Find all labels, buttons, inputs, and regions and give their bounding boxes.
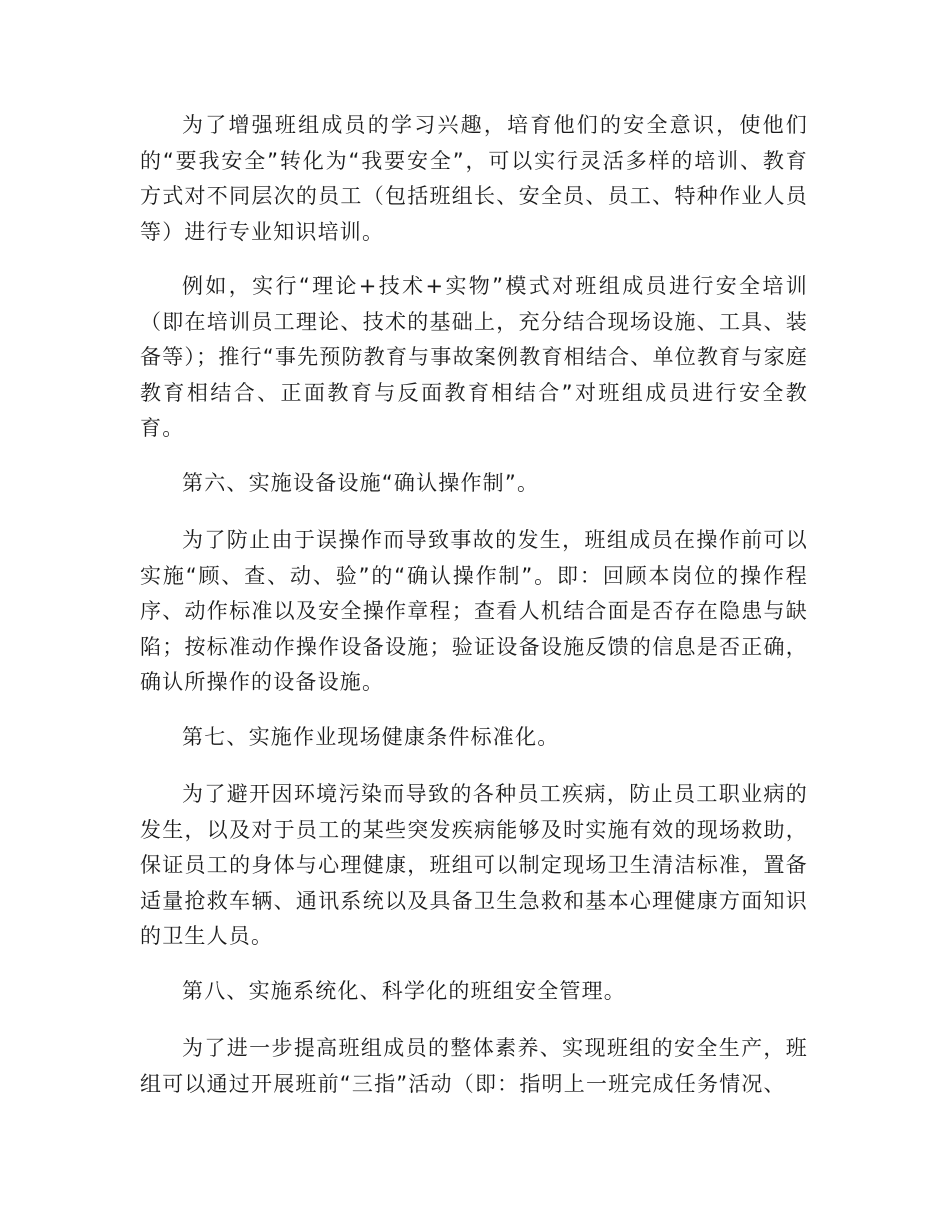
paragraph-systematic-management: 为了进一步提高班组成员的整体素养、实现班组的安全生产，班组可以通过开展班前“三指”活动（即：指明上一班完成任务情况、 xyxy=(140,1036,808,1096)
document-body xyxy=(140,108,808,1121)
section-heading-7: 第七、实施作业现场健康条件标准化。 xyxy=(182,724,560,749)
section-heading-8: 第八、实施系统化、科学化的班组安全管理。 xyxy=(182,978,626,1003)
paragraph-confirm-operation: 为了防止由于误操作而导致事故的发生，班组成员在操作前可以实施“顾、查、动、验”的“确认操作制”。即：回顾本岗位的操作程序、动作标准以及安全操作章程；查看人机结合面是否存在隐患与缺陷；按标准动作操作设备设施；验证设备设施反馈的信息是否正确，确认所操作的设备设施。 xyxy=(140,528,808,694)
section-heading-6: 第六、实施设备设施“确认操作制”。 xyxy=(182,470,540,495)
paragraph-training-example: 例如，实行“理论+技术+实物”模式对班组成员进行安全培训（即在培训员工理论、技术的基础上，充分结合现场设施、工具、装备等）；推行“事先预防教育与事故案例教育相结合、单位教育与家庭教育相结合、正面教育与反面教育相结合”对班组成员进行安全教育。 xyxy=(140,274,808,440)
paragraph-health-standard: 为了避开因环境污染而导致的各种员工疾病，防止员工职业病的发生，以及对于员工的某些突发疾病能够及时实施有效的现场救助，保证员工的身体与心理健康，班组可以制定现场卫生清洁标准，置备适量抢救车辆、通讯系统以及具备卫生急救和基本心理健康方面知识的卫生人员。 xyxy=(140,782,808,948)
paragraph-training-intro: 为了增强班组成员的学习兴趣，培育他们的安全意识，使他们的“要我安全”转化为“我要安全”，可以实行灵活多样的培训、教育方式对不同层次的员工（包括班组长、安全员、员工、特种作业人员等）进行专业知识培训。 xyxy=(140,113,808,244)
